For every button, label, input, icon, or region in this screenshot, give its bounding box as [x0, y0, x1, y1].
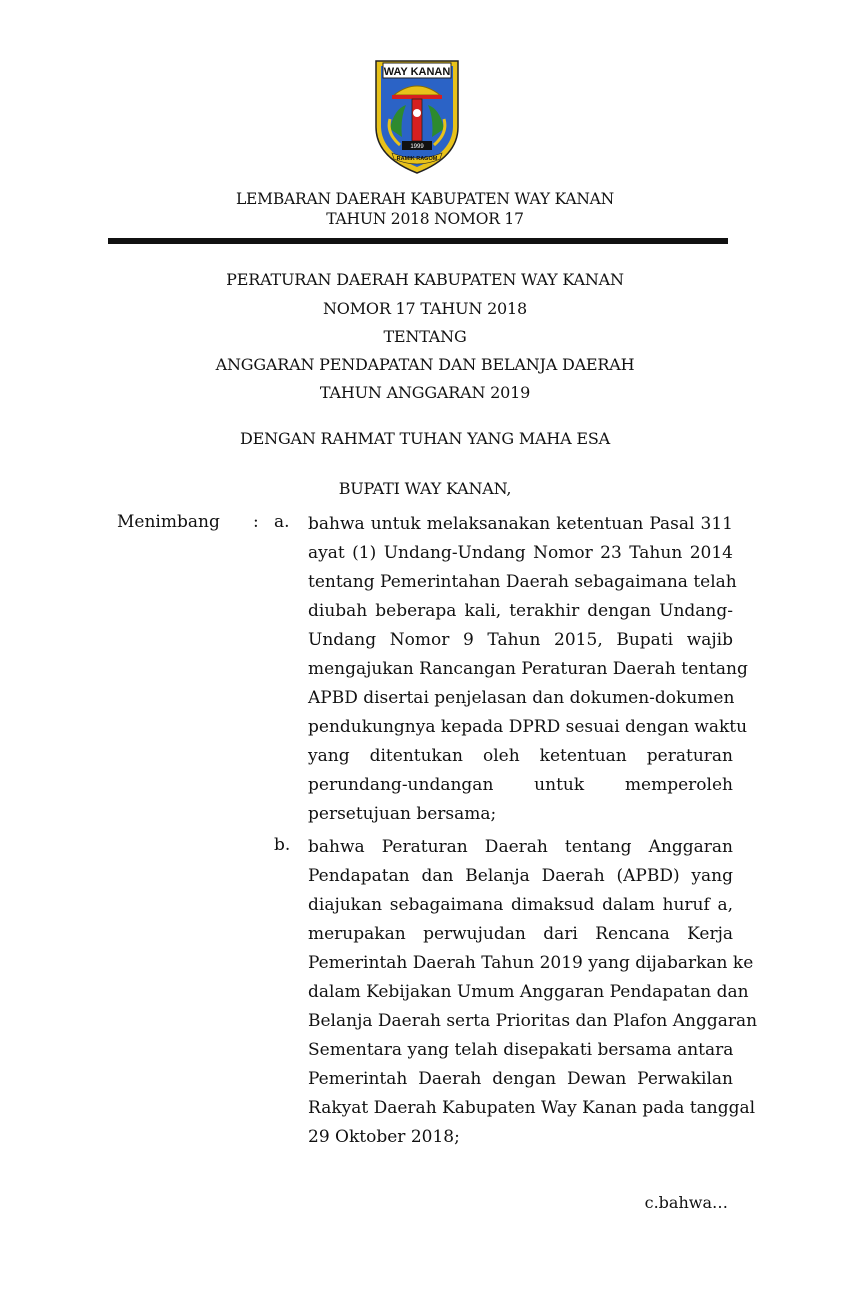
considering-colon: : [253, 512, 259, 532]
regulation-title: PERATURAN DAERAH KABUPATEN WAY KANAN [226, 270, 624, 289]
item-b-line: Pemerintah Daerah Tahun 2019 yang dijabarkan ke [308, 953, 754, 973]
header-divider [108, 238, 728, 244]
item-a-marker: a. [274, 512, 290, 532]
gazette-number: TAHUN 2018 NOMOR 17 [326, 210, 524, 228]
item-a-line: persetujuan bersama; [308, 804, 497, 824]
page-continuation: c.bahwa… [644, 1193, 728, 1212]
regulation-about: TENTANG [383, 327, 467, 346]
gazette-title: LEMBARAN DAERAH KABUPATEN WAY KANAN [235, 190, 615, 208]
regulation-number: NOMOR 17 TAHUN 2018 [323, 299, 527, 318]
item-b-line: Pemerintah Daerah dengan Dewan Perwakilan [308, 1069, 733, 1089]
item-b-line: 29 Oktober 2018; [308, 1127, 460, 1147]
item-a-line: pendukungnya kepada DPRD sesuai dengan waktu [308, 717, 748, 737]
item-b-line: merupakan perwujudan dari Rencana Kerja [308, 924, 733, 944]
item-b-line: Rakyat Daerah Kabupaten Way Kanan pada tanggal [308, 1098, 756, 1118]
emblem-shield-icon [372, 57, 462, 175]
item-a-line: Undang Nomor 9 Tahun 2015, Bupati wajib [308, 630, 733, 650]
item-a-line: bahwa untuk melaksanakan ketentuan Pasal 311 [308, 514, 733, 534]
item-b-line: dalam Kebijakan Umum Anggaran Pendapatan dan [308, 982, 749, 1002]
invocation: DENGAN RAHMAT TUHAN YANG MAHA ESA [240, 429, 610, 448]
item-b-line: Pendapatan dan Belanja Daerah (APBD) yang [308, 866, 733, 886]
emblem-banner-text: WAY KANAN [383, 66, 451, 78]
emblem-motto-text: RAMIK RAGOM [396, 156, 438, 162]
item-a-line: perundang-undangan untuk memperoleh [308, 775, 733, 795]
regent-heading: BUPATI WAY KANAN, [338, 479, 512, 498]
emblem-year-text: 1999 [410, 144, 424, 150]
item-a-line: tentang Pemerintahan Daerah sebagaimana telah [308, 572, 737, 592]
regulation-subject: ANGGARAN PENDAPATAN DAN BELANJA DAERAH [215, 355, 635, 374]
considering-label: Menimbang [117, 512, 220, 532]
item-b-marker: b. [274, 835, 291, 855]
way-kanan-emblem [372, 57, 462, 175]
regulation-year: TAHUN ANGGARAN 2019 [319, 383, 531, 402]
item-a-line: ayat (1) Undang-Undang Nomor 23 Tahun 2014 [308, 543, 733, 563]
item-b-line: Belanja Daerah serta Prioritas dan Plafon Anggaran [308, 1011, 758, 1031]
item-a-line: diubah beberapa kali, terakhir dengan Undang- [308, 601, 733, 621]
item-a-line: yang ditentukan oleh ketentuan peraturan [308, 746, 733, 766]
item-b-line: Sementara yang telah disepakati bersama antara [308, 1040, 734, 1060]
item-b-line: diajukan sebagaimana dimaksud dalam huruf a, [308, 895, 733, 915]
item-b-line: bahwa Peraturan Daerah tentang Anggaran [308, 837, 733, 857]
item-a-line: mengajukan Rancangan Peraturan Daerah tentang [308, 659, 748, 679]
item-a-line: APBD disertai penjelasan dan dokumen-dokumen [308, 688, 735, 708]
